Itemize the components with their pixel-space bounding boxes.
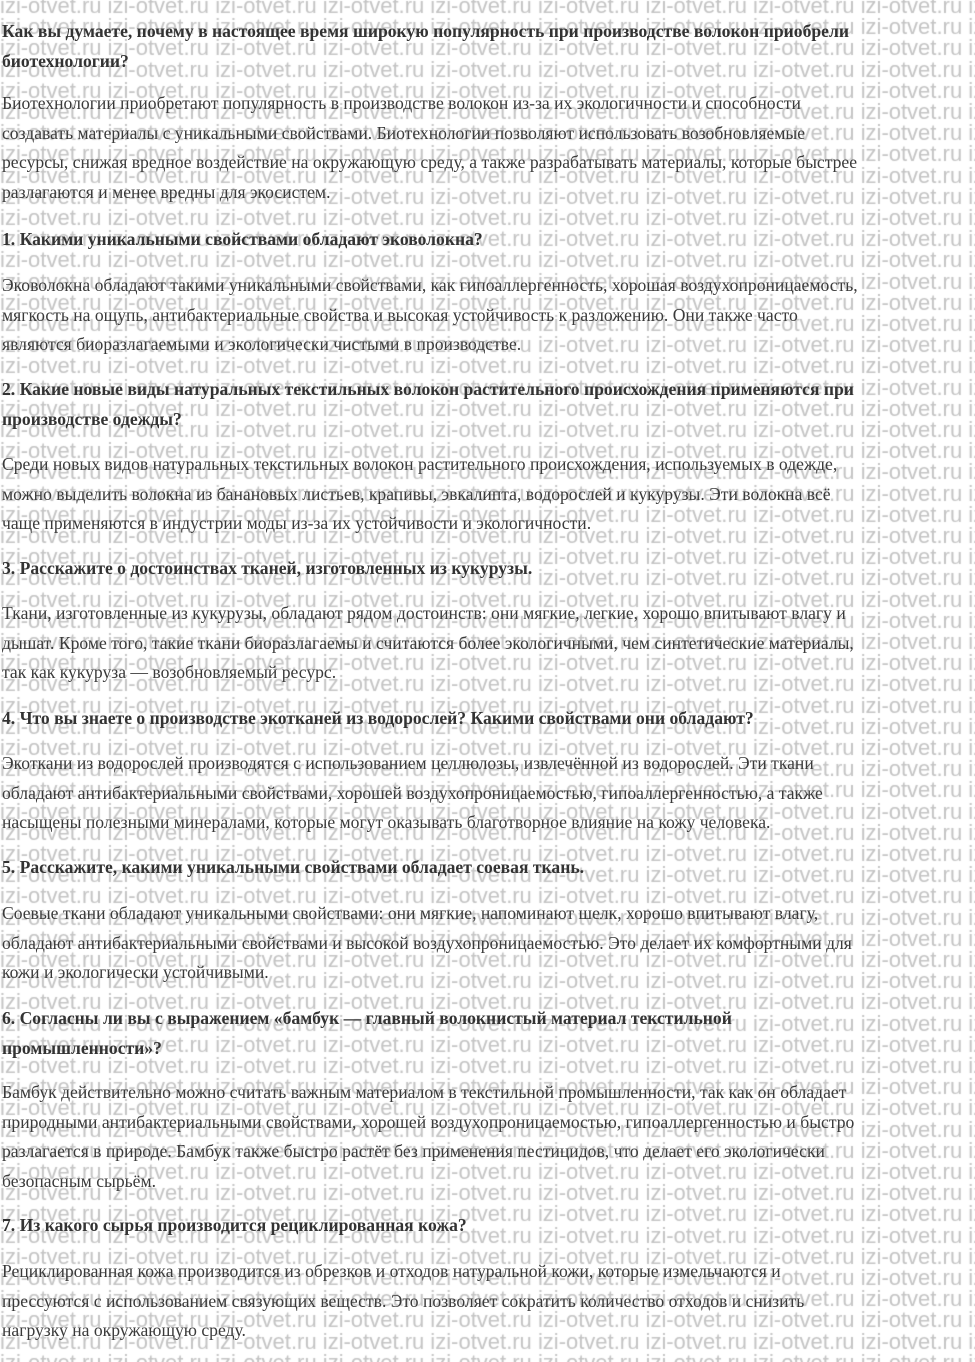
text-line: создавать материалы с уникальными свойствами. Биотехнологии позволяют использовать возобновляемые <box>2 122 806 143</box>
question-heading <box>2 704 975 734</box>
text-line: являются биоразлагаемыми и экологически чистыми в производстве. <box>2 334 522 355</box>
text-line: прессуются с использованием связующих веществ. Это позволяет сократить количество отходов и снизить <box>2 1290 805 1311</box>
text-line: Эковолокна обладают такими уникальными свойствами, как гипоаллергенность, хорошая воздухопроницаемость, <box>2 275 858 295</box>
text-line: Как вы думаете, почему в настоящее время широкую популярность при производстве волокон приобрели <box>2 21 849 41</box>
answer-paragraph <box>2 599 975 688</box>
answer-paragraph <box>2 749 975 838</box>
text-line: Соевые ткани обладают уникальными свойствами: они мягкие, напоминают шелк, хорошо впитывают влагу, <box>2 903 819 923</box>
text-line: мягкость на ощупь, антибактериальные свойства и высокая устойчивость к разложению. Они также часто <box>2 304 798 325</box>
question-heading <box>2 1004 975 1063</box>
text-line: Ткани, изготовленные из кукурузы, обладают рядом достоинств: они мягкие, легкие, хорошо впитывают влагу и <box>2 603 846 623</box>
text-line: 5. Расскажите, какими уникальными свойствами обладает соевая ткань. <box>2 857 585 877</box>
text-line: производстве одежды? <box>2 408 182 429</box>
answer-paragraph <box>2 1257 975 1346</box>
answer-paragraph <box>2 1078 975 1196</box>
text-line: 7. Из какого сырья производится рециклированная кожа? <box>2 1215 467 1235</box>
text-line: обладают антибактериальными свойствами, хорошей воздухопроницаемостью, гипоаллергенностью, а также <box>2 782 823 803</box>
question-heading <box>2 554 975 584</box>
answer-paragraph <box>2 271 975 360</box>
text-line: можно выделить волокна из банановых листьев, крапивы, эвкалипта, водорослей и кукурузы. Эти волокна всё <box>2 483 831 504</box>
text-line: Среди новых видов натуральных текстильных волокон растительного происхождения, используемых в одежде, <box>2 454 838 474</box>
text-line: Бамбук действительно можно считать важным материалом в текстильной промышленности, так как он обладает <box>2 1082 847 1102</box>
text-line: кожи и экологически устойчивыми. <box>2 962 269 983</box>
answer-paragraph <box>2 899 975 988</box>
question-heading <box>2 225 975 255</box>
text-line: нагрузку на окружающую среду. <box>2 1320 246 1341</box>
question-heading <box>2 853 975 883</box>
text-line: 4. Что вы знаете о производстве экотканей из водорослей? Какими свойствами они обладают? <box>2 708 754 728</box>
text-line: биотехнологии? <box>2 50 129 71</box>
text-line: 3. Расскажите о достоинствах тканей, изготовленных из кукурузы. <box>2 558 533 578</box>
text-line: насыщены полезными минералами, которые могут оказывать благотворное влияние на кожу человека. <box>2 812 771 833</box>
text-line: промышленности»? <box>2 1037 162 1058</box>
question-heading <box>2 375 975 434</box>
question-heading <box>2 17 975 76</box>
text-line: безопасным сырьём. <box>2 1170 156 1191</box>
text-line: природными антибактериальными свойствами, хорошей воздухопроницаемостью, гипоаллергенностью и быстро <box>2 1111 855 1132</box>
answer-paragraph <box>2 89 975 207</box>
text-line: чаще применяются в индустрии моды из-за их устойчивости и экологичности. <box>2 513 592 534</box>
text-line: Биотехнологии приобретают популярность в производстве волокон из-за их экологичности и способности <box>2 93 801 113</box>
text-line: Рециклированная кожа производится из обрезков и отходов натуральной кожи, которые измельчаются и <box>2 1261 781 1281</box>
text-line: 6. Согласны ли вы с выражением «бамбук — главный волокнистый материал текстильной <box>2 1008 732 1028</box>
text-line: Экоткани из водорослей производятся с использованием целлюлозы, извлечённой из водорослей. Эти ткани <box>2 753 814 773</box>
question-heading <box>2 1211 975 1241</box>
text-line: так как кукуруза — возобновляемый ресурс. <box>2 662 337 683</box>
text-line: 1. Какими уникальными свойствами обладают эковолокна? <box>2 229 483 249</box>
text-line: обладают антибактериальными свойствами и высокой воздухопроницаемостью. Это делает их комфортными для <box>2 932 852 953</box>
answer-paragraph <box>2 450 975 539</box>
text-line: разлагаются и менее вредны для экосистем. <box>2 181 331 202</box>
text-line: ресурсы, снижая вредное воздействие на окружающую среду, а также разрабатывать материалы, которые быстрее <box>2 152 858 173</box>
text-line: 2. Какие новые виды натуральных текстильных волокон растительного происхождения применяются при <box>2 379 854 399</box>
text-line: разлагается в природе. Бамбук также быстро растёт без применения пестицидов, что делает его экологически <box>2 1141 825 1162</box>
text-line: дышат. Кроме того, такие ткани биоразлагаемы и считаются более экологичными, чем синтетические материалы, <box>2 632 854 653</box>
